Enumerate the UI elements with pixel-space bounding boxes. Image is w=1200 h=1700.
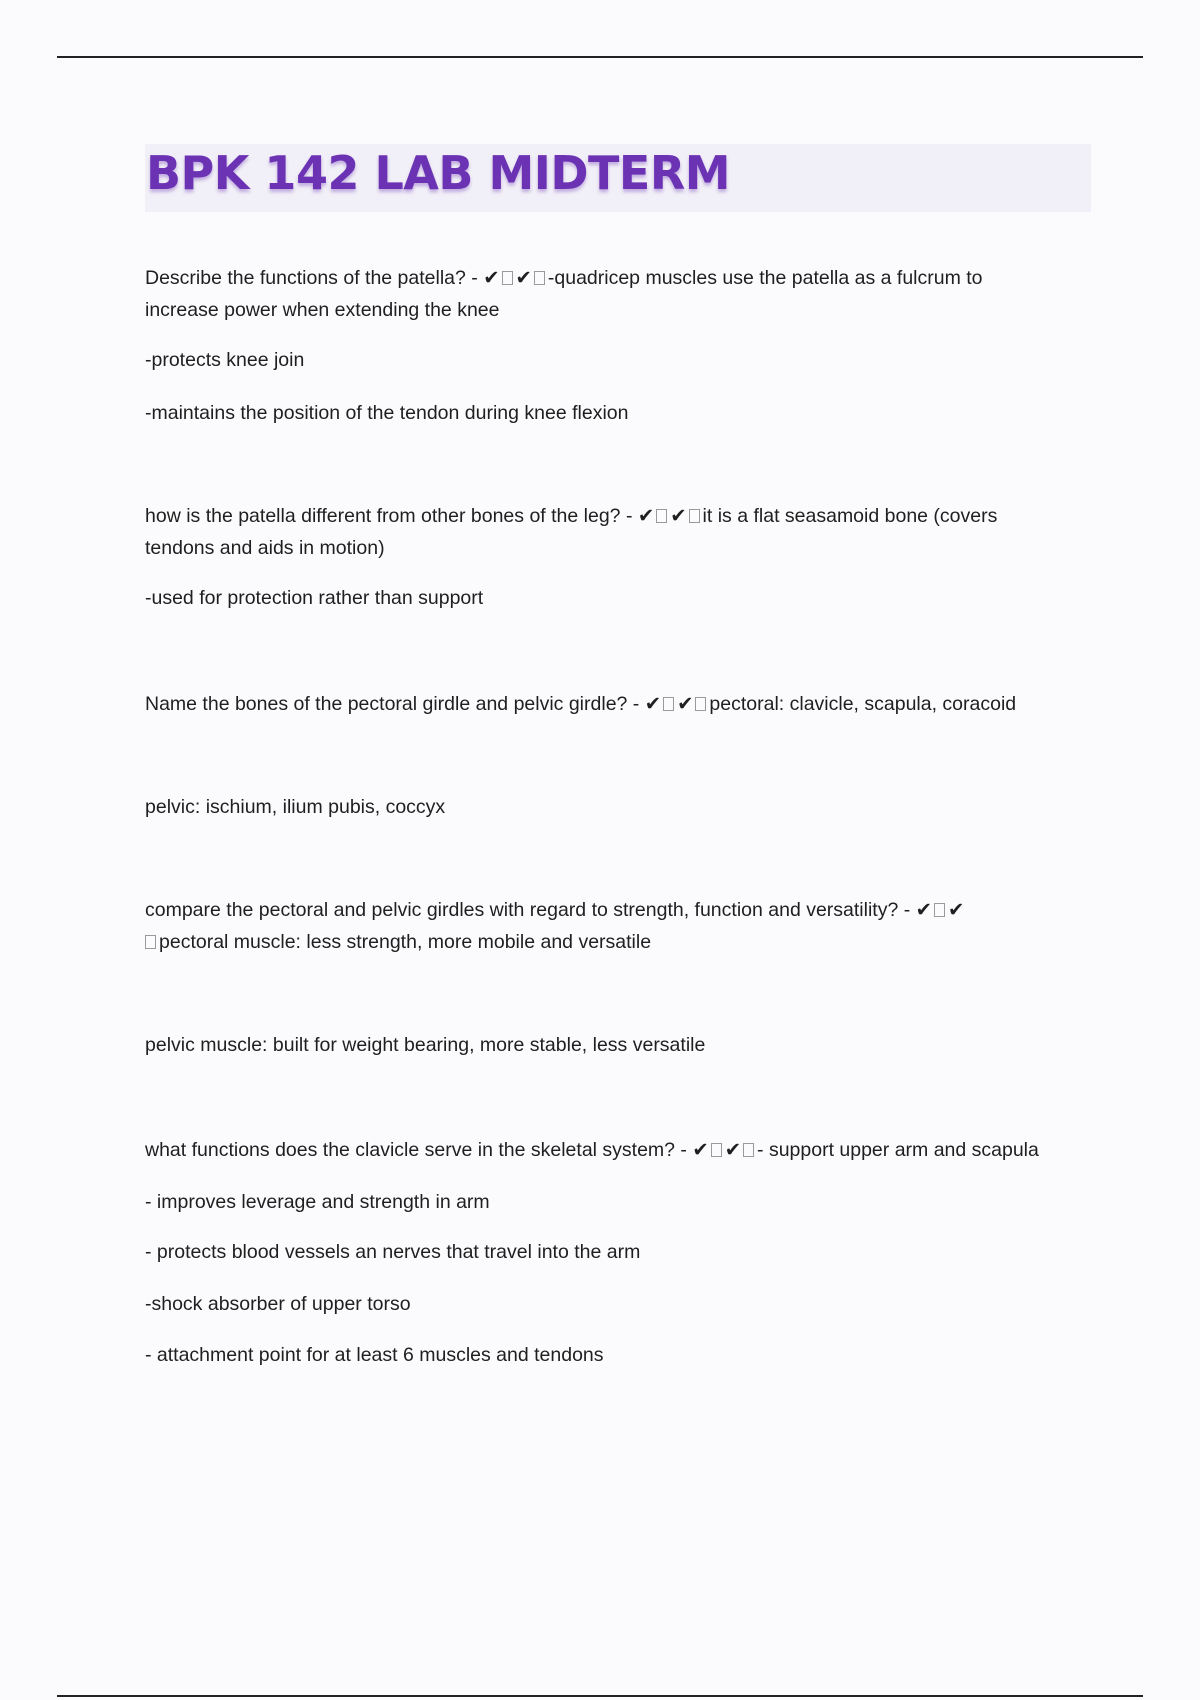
- qa-item-2-line-3: -used for protection rather than support: [145, 587, 484, 609]
- qa-item-5-line-5: - attachment point for at least 6 muscles and tendons: [145, 1344, 604, 1366]
- qa-item-3-line-2: pelvic: ischium, ilium pubis, coccyx: [145, 796, 446, 818]
- missing-glyph-icon: [656, 509, 667, 523]
- top-rule: [57, 56, 1143, 58]
- question-text: compare the pectoral and pelvic girdles with regard to strength, function and versatility? -: [145, 899, 916, 921]
- bottom-rule: [57, 1695, 1143, 1697]
- qa-item-4-line-1: [145, 894, 1105, 926]
- missing-glyph-icon: [534, 271, 545, 285]
- qa-item-5-line-2: - improves leverage and strength in arm: [145, 1191, 490, 1213]
- qa-item-1-line-3: -protects knee join: [145, 349, 305, 371]
- question-text: Name the bones of the pectoral girdle and pelvic girdle? -: [145, 693, 645, 715]
- question-text: what functions does the clavicle serve in the skeletal system? -: [145, 1139, 693, 1161]
- missing-glyph-icon: [695, 697, 706, 711]
- answer-text: -quadricep muscles use the patella as a fulcrum to: [547, 267, 983, 289]
- qa-item-2-line-2: tendons and aids in motion): [145, 537, 385, 559]
- qa-item-3-line-1: [145, 688, 1105, 720]
- missing-glyph-icon: [743, 1143, 754, 1157]
- missing-glyph-icon: [934, 903, 945, 917]
- checkmark-icon: ✔: [915, 898, 932, 921]
- answer-text: pectoral: clavicle, scapula, coracoid: [709, 693, 1017, 715]
- qa-item-1-line-2: increase power when extending the knee: [145, 299, 500, 321]
- qa-item-1-line-4: -maintains the position of the tendon during knee flexion: [145, 402, 629, 424]
- document-title: BPK 142 LAB MIDTERM: [146, 146, 731, 200]
- checkmark-icon: ✔: [724, 1138, 742, 1161]
- answer-text: pectoral muscle: less strength, more mobile and versatile: [159, 931, 652, 953]
- checkmark-icon: ✔: [692, 1138, 709, 1161]
- qa-item-2-line-1: [145, 500, 1105, 532]
- checkmark-icon: ✔: [637, 504, 655, 527]
- checkmark-icon: ✔: [483, 266, 500, 289]
- missing-glyph-icon: [145, 935, 156, 949]
- question-text: Describe the functions of the patella? -: [145, 267, 484, 289]
- qa-item-4-line-3: pelvic muscle: built for weight bearing, more stable, less versatile: [145, 1034, 706, 1056]
- qa-item-4-line-2: [145, 926, 1105, 958]
- qa-item-5-line-4: -shock absorber of upper torso: [145, 1293, 411, 1315]
- missing-glyph-icon: [711, 1143, 722, 1157]
- qa-item-1-line-1: [145, 262, 1105, 294]
- checkmark-icon: ✔: [677, 692, 694, 715]
- answer-text: - support upper arm and scapula: [757, 1139, 1039, 1161]
- answer-text: it is a flat seasamoid bone (covers: [702, 505, 998, 527]
- checkmark-icon: ✔: [644, 692, 662, 715]
- checkmark-icon: ✔: [515, 266, 532, 289]
- checkmark-icon: ✔: [948, 898, 965, 921]
- question-text: how is the patella different from other bones of the leg? -: [145, 505, 638, 527]
- qa-item-5-line-1: [145, 1134, 1105, 1166]
- missing-glyph-icon: [502, 271, 513, 285]
- missing-glyph-icon: [689, 509, 700, 523]
- missing-glyph-icon: [663, 697, 674, 711]
- qa-item-5-line-3: - protects blood vessels an nerves that travel into the arm: [145, 1241, 641, 1263]
- checkmark-icon: ✔: [670, 504, 687, 527]
